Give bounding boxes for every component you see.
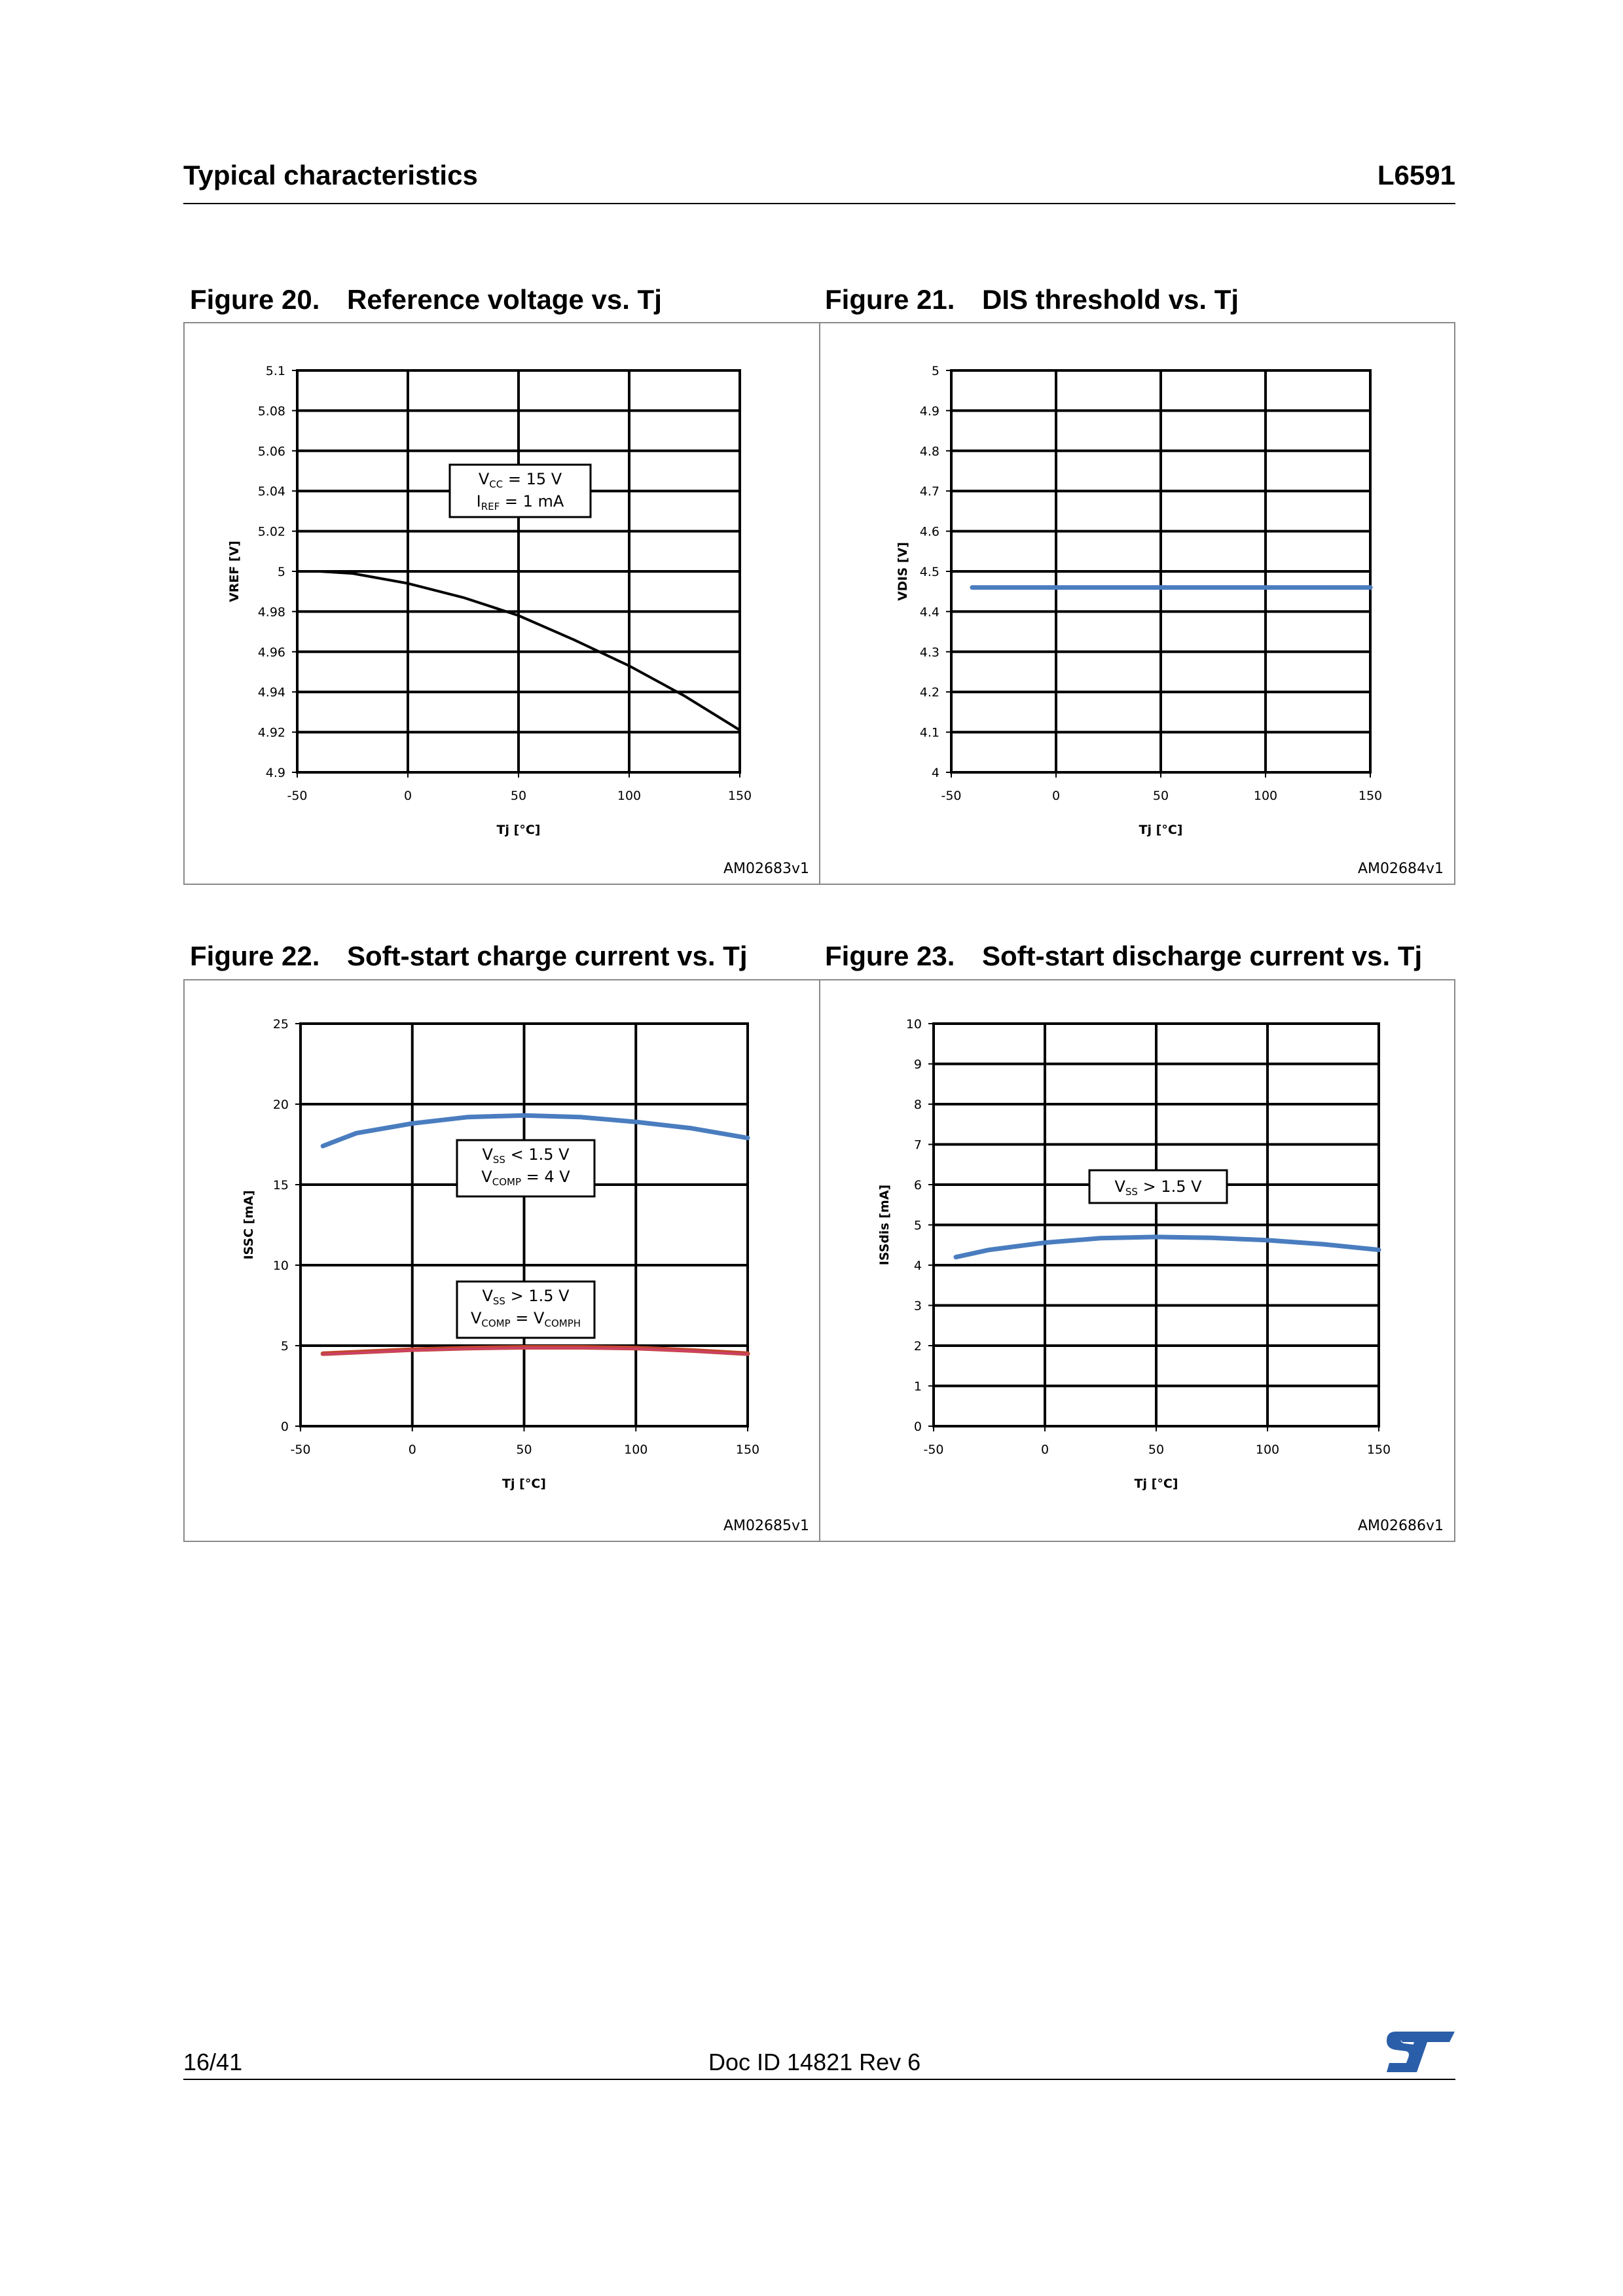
y-tick-label: 9 [913, 1057, 922, 1072]
x-axis-label: Tj [°C] [1139, 823, 1183, 837]
x-axis-label: Tj [°C] [496, 823, 541, 837]
y-tick-label: 5 [931, 364, 939, 378]
chart-soft-start-charge [185, 980, 820, 1541]
y-tick-label: 2 [913, 1339, 922, 1354]
figure-22-caption [190, 941, 747, 972]
y-tick-label: 4.2 [919, 685, 939, 700]
figure-title: Soft-start charge current vs. Tj [347, 941, 748, 971]
x-tick-label: 50 [1152, 789, 1169, 803]
doc-id: Doc ID 14821 Rev 6 [708, 2049, 921, 2075]
footer-rule [183, 2079, 1455, 2080]
figure-23-panel [819, 979, 1455, 1542]
x-tick-label: 100 [624, 1443, 648, 1457]
annotation-text: $V_{COMP} = 4$ V [481, 1168, 570, 1188]
annotation-text: $V_{SS} > 1.5$ V [1114, 1177, 1202, 1198]
figure-20-panel [183, 322, 821, 885]
figure-number: Figure 21. [825, 284, 955, 315]
figure-22-panel [183, 979, 821, 1542]
x-tick-label: 0 [403, 789, 412, 803]
x-tick-label: 50 [1148, 1443, 1165, 1457]
figure-number: Figure 22. [190, 941, 320, 971]
y-axis-label: ISSdis [mA] [877, 1184, 892, 1266]
y-tick-label: 4.96 [257, 645, 285, 660]
figure-number: Figure 23. [825, 941, 955, 971]
annotation-text: $V_{SS} > 1.5$ V [482, 1287, 570, 1307]
y-tick-label: 4.9 [919, 404, 939, 419]
x-tick-label: 0 [408, 1443, 416, 1457]
y-tick-label: 5.1 [265, 364, 285, 378]
y-tick-label: 4.3 [919, 645, 939, 660]
x-axis-label: Tj [°C] [1134, 1477, 1178, 1491]
section-title: Typical characteristics [183, 160, 478, 190]
y-tick-label: 7 [913, 1138, 922, 1153]
y-tick-label: 5.04 [257, 484, 285, 499]
x-tick-label: 100 [1253, 789, 1278, 803]
x-tick-label: -50 [923, 1443, 944, 1457]
figure-number: Figure 20. [190, 284, 320, 315]
x-tick-label: 50 [516, 1443, 532, 1457]
y-tick-label: 5.06 [257, 444, 285, 459]
annotation-text: $V_{COMP} = V_{COMPH}$ [470, 1309, 581, 1329]
x-tick-label: 100 [1255, 1443, 1280, 1457]
y-tick-label: 4 [913, 1259, 922, 1273]
y-tick-label: 10 [905, 1017, 922, 1031]
y-tick-label: 1 [913, 1379, 922, 1394]
y-tick-label: 4.4 [919, 605, 939, 620]
x-tick-label: -50 [287, 789, 308, 803]
y-tick-label: 15 [272, 1178, 289, 1193]
y-tick-label: 4.6 [919, 524, 939, 539]
y-tick-label: 5.08 [257, 404, 285, 419]
figure-title: DIS threshold vs. Tj [982, 284, 1239, 315]
part-number: L6591 [1377, 160, 1455, 190]
x-tick-label: 150 [735, 1443, 760, 1457]
chart-dis-threshold [820, 323, 1454, 884]
annotation-text: $V_{CC} = 15$ V [478, 470, 562, 490]
page-number: 16/41 [183, 2049, 243, 2075]
annotation-text: $I_{REF} = 1$ mA [476, 492, 564, 512]
y-tick-label: 4.1 [919, 725, 939, 740]
x-tick-label: 150 [1358, 789, 1383, 803]
figure-20-caption [190, 284, 662, 315]
figure-21-caption [825, 284, 1239, 315]
figure-code: AM02685v1 [723, 1518, 809, 1534]
y-tick-label: 0 [913, 1420, 922, 1434]
y-tick-label: 4.92 [257, 725, 285, 740]
chart-reference-voltage [185, 323, 820, 884]
st-logo-icon [1387, 2029, 1455, 2075]
x-tick-label: -50 [941, 789, 962, 803]
y-axis-label: VDIS [V] [896, 542, 910, 601]
x-tick-label: 0 [1051, 789, 1061, 803]
y-tick-label: 10 [272, 1259, 289, 1273]
y-tick-label: 4.98 [257, 605, 285, 620]
y-tick-label: 20 [272, 1098, 289, 1112]
figure-23-caption [825, 941, 1422, 972]
y-axis-label: ISSC [mA] [242, 1190, 256, 1260]
y-tick-label: 8 [913, 1098, 922, 1112]
y-tick-label: 4 [931, 766, 939, 780]
figure-code: AM02683v1 [723, 861, 809, 877]
header-rule [183, 203, 1455, 204]
series-line-0 [956, 1237, 1379, 1257]
y-tick-label: 6 [913, 1178, 922, 1193]
y-tick-label: 4.5 [919, 565, 939, 579]
chart-soft-start-discharge [820, 980, 1454, 1541]
x-axis-label: Tj [°C] [502, 1477, 546, 1491]
annotation-text: $V_{SS} < 1.5$ V [482, 1145, 570, 1166]
figure-title: Reference voltage vs. Tj [347, 284, 662, 315]
y-tick-label: 5 [913, 1218, 922, 1233]
y-tick-label: 4.94 [257, 685, 285, 700]
x-tick-label: -50 [290, 1443, 311, 1457]
y-tick-label: 5 [277, 565, 285, 579]
y-tick-label: 0 [280, 1420, 289, 1434]
y-tick-label: 5 [280, 1339, 289, 1354]
x-tick-label: 150 [727, 789, 752, 803]
x-tick-label: 0 [1040, 1443, 1049, 1457]
y-tick-label: 4.8 [919, 444, 939, 459]
y-tick-label: 4.7 [919, 484, 939, 499]
x-tick-label: 100 [617, 789, 642, 803]
y-tick-label: 4.9 [265, 766, 285, 780]
x-tick-label: 50 [510, 789, 527, 803]
x-tick-label: 150 [1366, 1443, 1391, 1457]
y-tick-label: 3 [913, 1299, 922, 1314]
y-axis-label: VREF [V] [227, 541, 242, 602]
figure-code: AM02684v1 [1357, 861, 1444, 877]
y-tick-label: 25 [272, 1017, 289, 1031]
figure-title: Soft-start discharge current vs. Tj [982, 941, 1423, 971]
figure-code: AM02686v1 [1357, 1518, 1444, 1534]
y-tick-label: 5.02 [257, 524, 285, 539]
figure-21-panel [819, 322, 1455, 885]
